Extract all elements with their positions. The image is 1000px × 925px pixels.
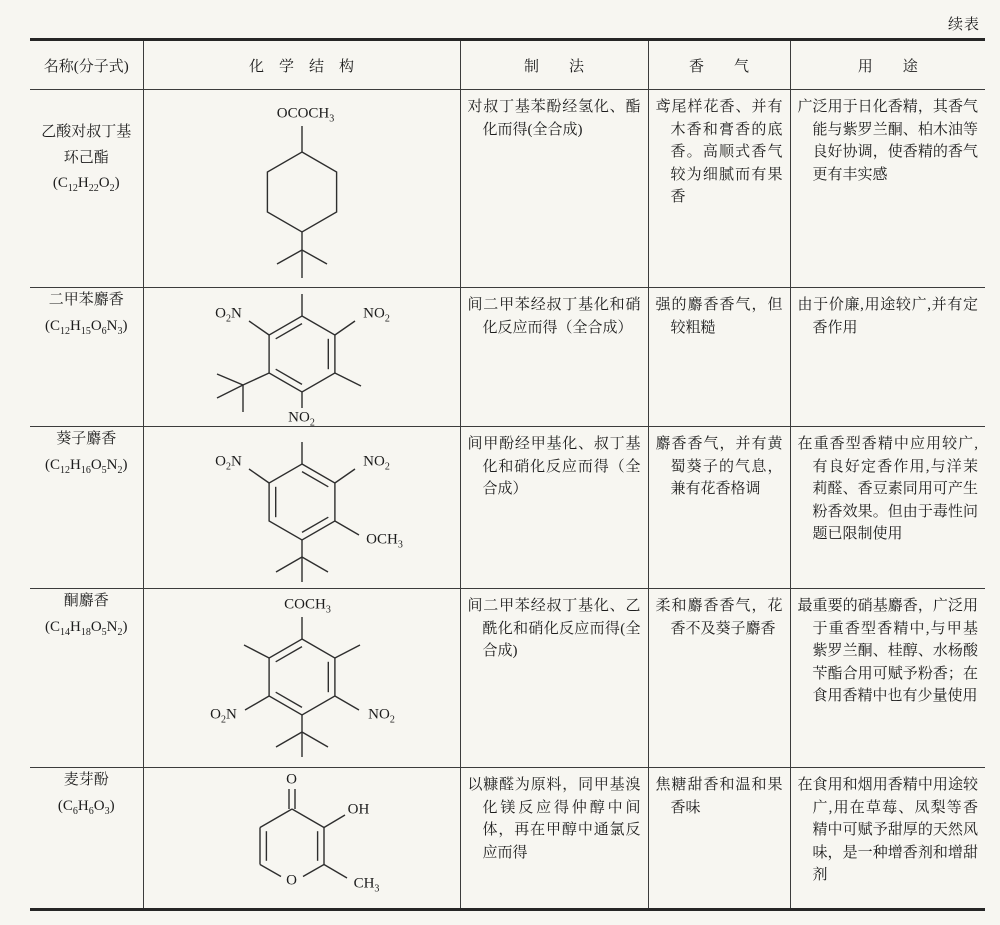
table-header-row	[30, 40, 985, 90]
chem-label: $COCH_3$	[284, 596, 331, 616]
chem-label: $NO_2$	[368, 706, 395, 726]
usage-text: 最重要的硝基麝香，广泛用于重香型香精中,与甲基紫罗兰酮、桂醇、水杨酸苄酯合用可赋予粉香；在食用香精中也有少量使用	[797, 598, 978, 704]
structure-diagram-maltol	[187, 768, 417, 900]
bond-drawing	[152, 427, 452, 584]
aroma-cell	[648, 90, 790, 288]
structure-cell	[143, 589, 460, 768]
chem-label: $NO_2$	[288, 409, 315, 429]
preparation-cell	[460, 90, 648, 288]
preparation-text: 间甲酚经甲基化、叔丁基化和硝化反应而得（全合成）	[467, 436, 641, 497]
bond-drawing	[152, 288, 452, 429]
preparation-text: 以糠醛为原料，同甲基溴化镁反应得仲醇中间体，再在甲醇中通氯反应而得	[467, 777, 641, 861]
bond-drawing	[152, 589, 452, 759]
structure-cell	[143, 427, 460, 589]
compound-name-cell	[30, 427, 143, 589]
aroma-text: 强的麝香香气，但较粗糙	[655, 297, 783, 336]
compound-name: 麦芽酚	[63, 772, 109, 788]
usage-cell	[790, 589, 985, 768]
chem-label: $NO_2$	[363, 305, 390, 325]
molecular-formula: $(C_{12}H_{16}O_5N_2)$	[44, 456, 128, 476]
compound-name-line2: 环己酯	[63, 149, 109, 166]
header-preparation: 制 法	[460, 40, 648, 90]
preparation-cell	[460, 768, 648, 910]
usage-text: 广泛用于日化香精，其香气能与紫罗兰酮、柏木油等良好协调，使香精的香气更有丰实感	[797, 99, 978, 183]
structure-cell	[143, 90, 460, 288]
usage-cell	[790, 768, 985, 910]
aroma-text: 柔和麝香香气，花香不及葵子麝香	[655, 598, 783, 637]
preparation-text: 对叔丁基苯酚经氢化、酯化而得(全合成)	[467, 99, 641, 138]
header-usage: 用 途	[790, 40, 985, 90]
structure-diagram-musk-ambrette	[152, 427, 452, 584]
chem-label: $O_2N$	[215, 305, 242, 325]
structure-cell	[143, 288, 460, 427]
usage-text: 在重香型香精中应用较广,有良好定香作用,与洋茉莉醛、香豆素同用可产生粉香效果。但由于毒性问题已限制使用	[797, 436, 978, 542]
aroma-cell	[648, 768, 790, 910]
chem-label: $OCOCH_3$	[276, 105, 335, 125]
compound-name-cell	[30, 589, 143, 768]
continued-table-label: 续表	[947, 17, 980, 33]
molecular-formula: $(C_{14}H_{18}O_5N_2)$	[44, 618, 128, 638]
structure-diagram-musk-xylene	[152, 288, 452, 429]
aroma-cell	[648, 288, 790, 427]
fragrance-compounds-table	[30, 38, 985, 911]
usage-text: 在食用和烟用香精中用途较广,用在草莓、凤梨等香精中可赋予甜厚的天然风味，是一种增香剂和增甜剂	[797, 777, 978, 883]
header-name: 名称(分子式)	[30, 40, 143, 90]
structure-cell	[143, 768, 460, 910]
aroma-cell	[648, 427, 790, 589]
molecular-formula: $(C_{12}H_{22}O_2)$	[52, 175, 120, 194]
preparation-text: 间二甲苯经叔丁基化、乙酰化和硝化反应而得(全合成)	[467, 598, 641, 659]
structure-diagram-musk-ketone	[152, 589, 452, 759]
molecular-formula: $(C_6H_6O_3)$	[57, 797, 115, 817]
aroma-text: 鸢尾样花香、并有木香和膏香的底香。高顺式香气较为细腻而有果香	[655, 99, 783, 205]
table-row	[30, 288, 985, 427]
compound-name-cell	[30, 768, 143, 910]
usage-cell	[790, 427, 985, 589]
compound-name: 二甲苯麝香	[48, 292, 124, 308]
compound-name: 酮麝香	[63, 593, 109, 609]
usage-cell	[790, 288, 985, 427]
preparation-cell	[460, 427, 648, 589]
table-row	[30, 427, 985, 589]
usage-cell	[790, 90, 985, 288]
chem-label: $OCH_3$	[366, 531, 403, 551]
preparation-cell	[460, 589, 648, 768]
aroma-cell	[648, 589, 790, 768]
chem-label: O	[286, 771, 297, 788]
molecular-formula: $(C_{12}H_{15}O_6N_3)$	[44, 317, 128, 337]
chem-label: $NO_2$	[363, 453, 390, 473]
chem-label: $O_2N$	[215, 453, 242, 473]
chem-label: O	[286, 872, 297, 889]
usage-text: 由于价廉,用途较广,并有定香作用	[797, 297, 978, 336]
bond-drawing	[187, 768, 417, 900]
header-aroma: 香 气	[648, 40, 790, 90]
compound-name: 乙酸对叔丁基	[41, 124, 132, 140]
compound-name-cell	[30, 288, 143, 427]
table-row	[30, 589, 985, 768]
preparation-text: 间二甲苯经叔丁基化和硝化反应而得（全合成）	[467, 297, 641, 336]
chem-label: $CH_3$	[353, 875, 380, 895]
chem-label: $O_2N$	[210, 706, 237, 726]
table-row	[30, 90, 985, 288]
structure-diagram-cyclohexyl-acetate	[222, 90, 382, 280]
aroma-text: 焦糖甜香和温和果香味	[655, 777, 783, 816]
compound-name: 葵子麝香	[56, 431, 117, 447]
compound-name-cell	[30, 90, 143, 288]
aroma-text: 麝香香气，并有黄蜀葵子的气息，兼有花香格调	[655, 436, 783, 497]
table-row	[30, 768, 985, 910]
chem-label: OH	[347, 801, 370, 818]
preparation-cell	[460, 288, 648, 427]
header-structure: 化 学 结 构	[143, 40, 460, 90]
